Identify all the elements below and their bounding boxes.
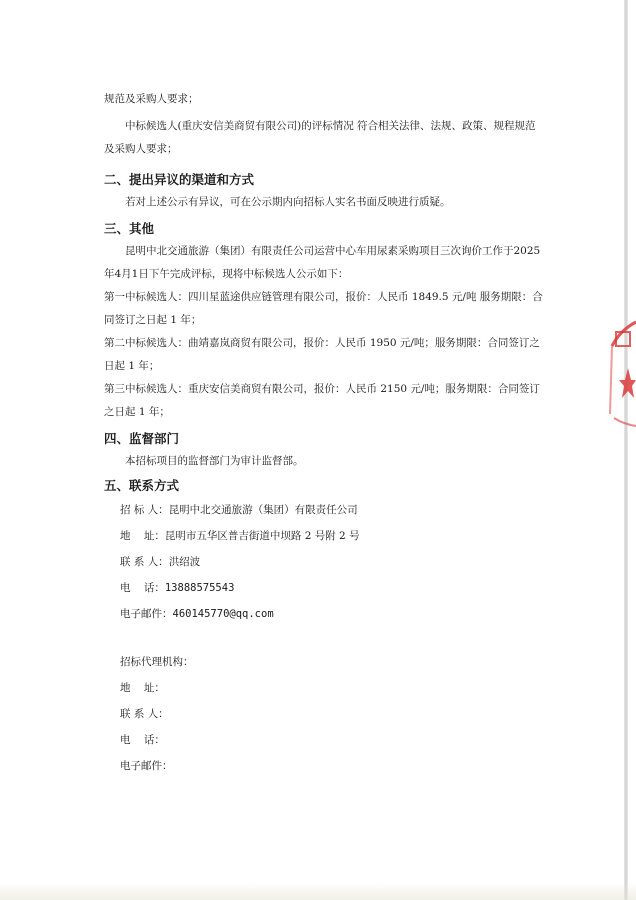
official-seal-fragment: [606, 318, 636, 428]
contact-person-value: 洪绍波: [168, 556, 201, 568]
contact-person-row: [120, 549, 544, 575]
agency-phone-label: 电 话：: [120, 734, 165, 746]
document-body: [104, 88, 544, 779]
email-value: 460145770@qq.com: [172, 608, 274, 620]
intro-line-1: 规范及采购人要求；: [104, 93, 199, 105]
section-3-heading: 三、其他: [104, 221, 155, 236]
scan-bottom-shadow: [0, 882, 636, 900]
candidate-1: 第一中标候选人：四川星蓝途供应链管理有限公司，报价：人民币 1849.5 元/吨 服务期限：合同签订之日起 1 年；: [104, 291, 543, 326]
candidate-2: 第二中标候选人：曲靖嘉岚商贸有限公司，报价：人民币 1950 元/吨；服务期限：合同签订之日起 1 年；: [104, 337, 540, 372]
section-2-heading: 二、提出异议的渠道和方式: [104, 172, 255, 187]
agency-block: [120, 649, 544, 779]
tenderer-label: 招 标 人：: [120, 504, 169, 516]
section-5-heading: 五、联系方式: [104, 478, 180, 493]
email-label: 电子邮件：: [120, 608, 173, 620]
agency-title: 招标代理机构：: [120, 656, 194, 668]
address-label: 地 址：: [120, 530, 165, 542]
contact-person-label: 联 系 人：: [120, 556, 169, 568]
scan-edge: [624, 0, 628, 900]
section-2-text: 若对上述公示有异议，可在公示期内向招标人实名书面反映进行质疑。: [125, 196, 451, 208]
email-row: [120, 601, 544, 627]
phone-row: [120, 575, 544, 601]
section-3-intro: 昆明中北交通旅游（集团）有限责任公司运营中心车用尿素采购项目三次询价工作于2025年4月1日下午完成评标，现将中标候选人公示如下：: [104, 245, 541, 280]
phone-value: 13888575543: [164, 582, 235, 594]
section-4-text: 本招标项目的监督部门为审计监督部。: [125, 455, 304, 467]
agency-contact-label: 联 系 人：: [120, 708, 169, 720]
address-value: 昆明市五华区普吉街道中坝路 2 号附 2 号: [164, 530, 360, 542]
tenderer-row: [120, 497, 544, 523]
tenderer-value: 昆明中北交通旅游（集团）有限责任公司: [168, 504, 358, 516]
phone-label: 电 话：: [120, 582, 165, 594]
address-row: [120, 523, 544, 549]
candidate-3: 第三中标候选人：重庆安信美商贸有限公司，报价：人民币 2150 元/吨；服务期限：合同签订之日起 1 年；: [104, 383, 540, 418]
section-4-heading: 四、监督部门: [104, 431, 180, 446]
agency-address-label: 地 址：: [120, 682, 165, 694]
intro-line-2: 中标候选人(重庆安信美商贸有限公司)的评标情况 符合相关法律、法规、政策、规程规范及采购人要求；: [104, 120, 536, 155]
agency-email-label: 电子邮件：: [120, 760, 173, 772]
contact-block: [120, 497, 544, 627]
